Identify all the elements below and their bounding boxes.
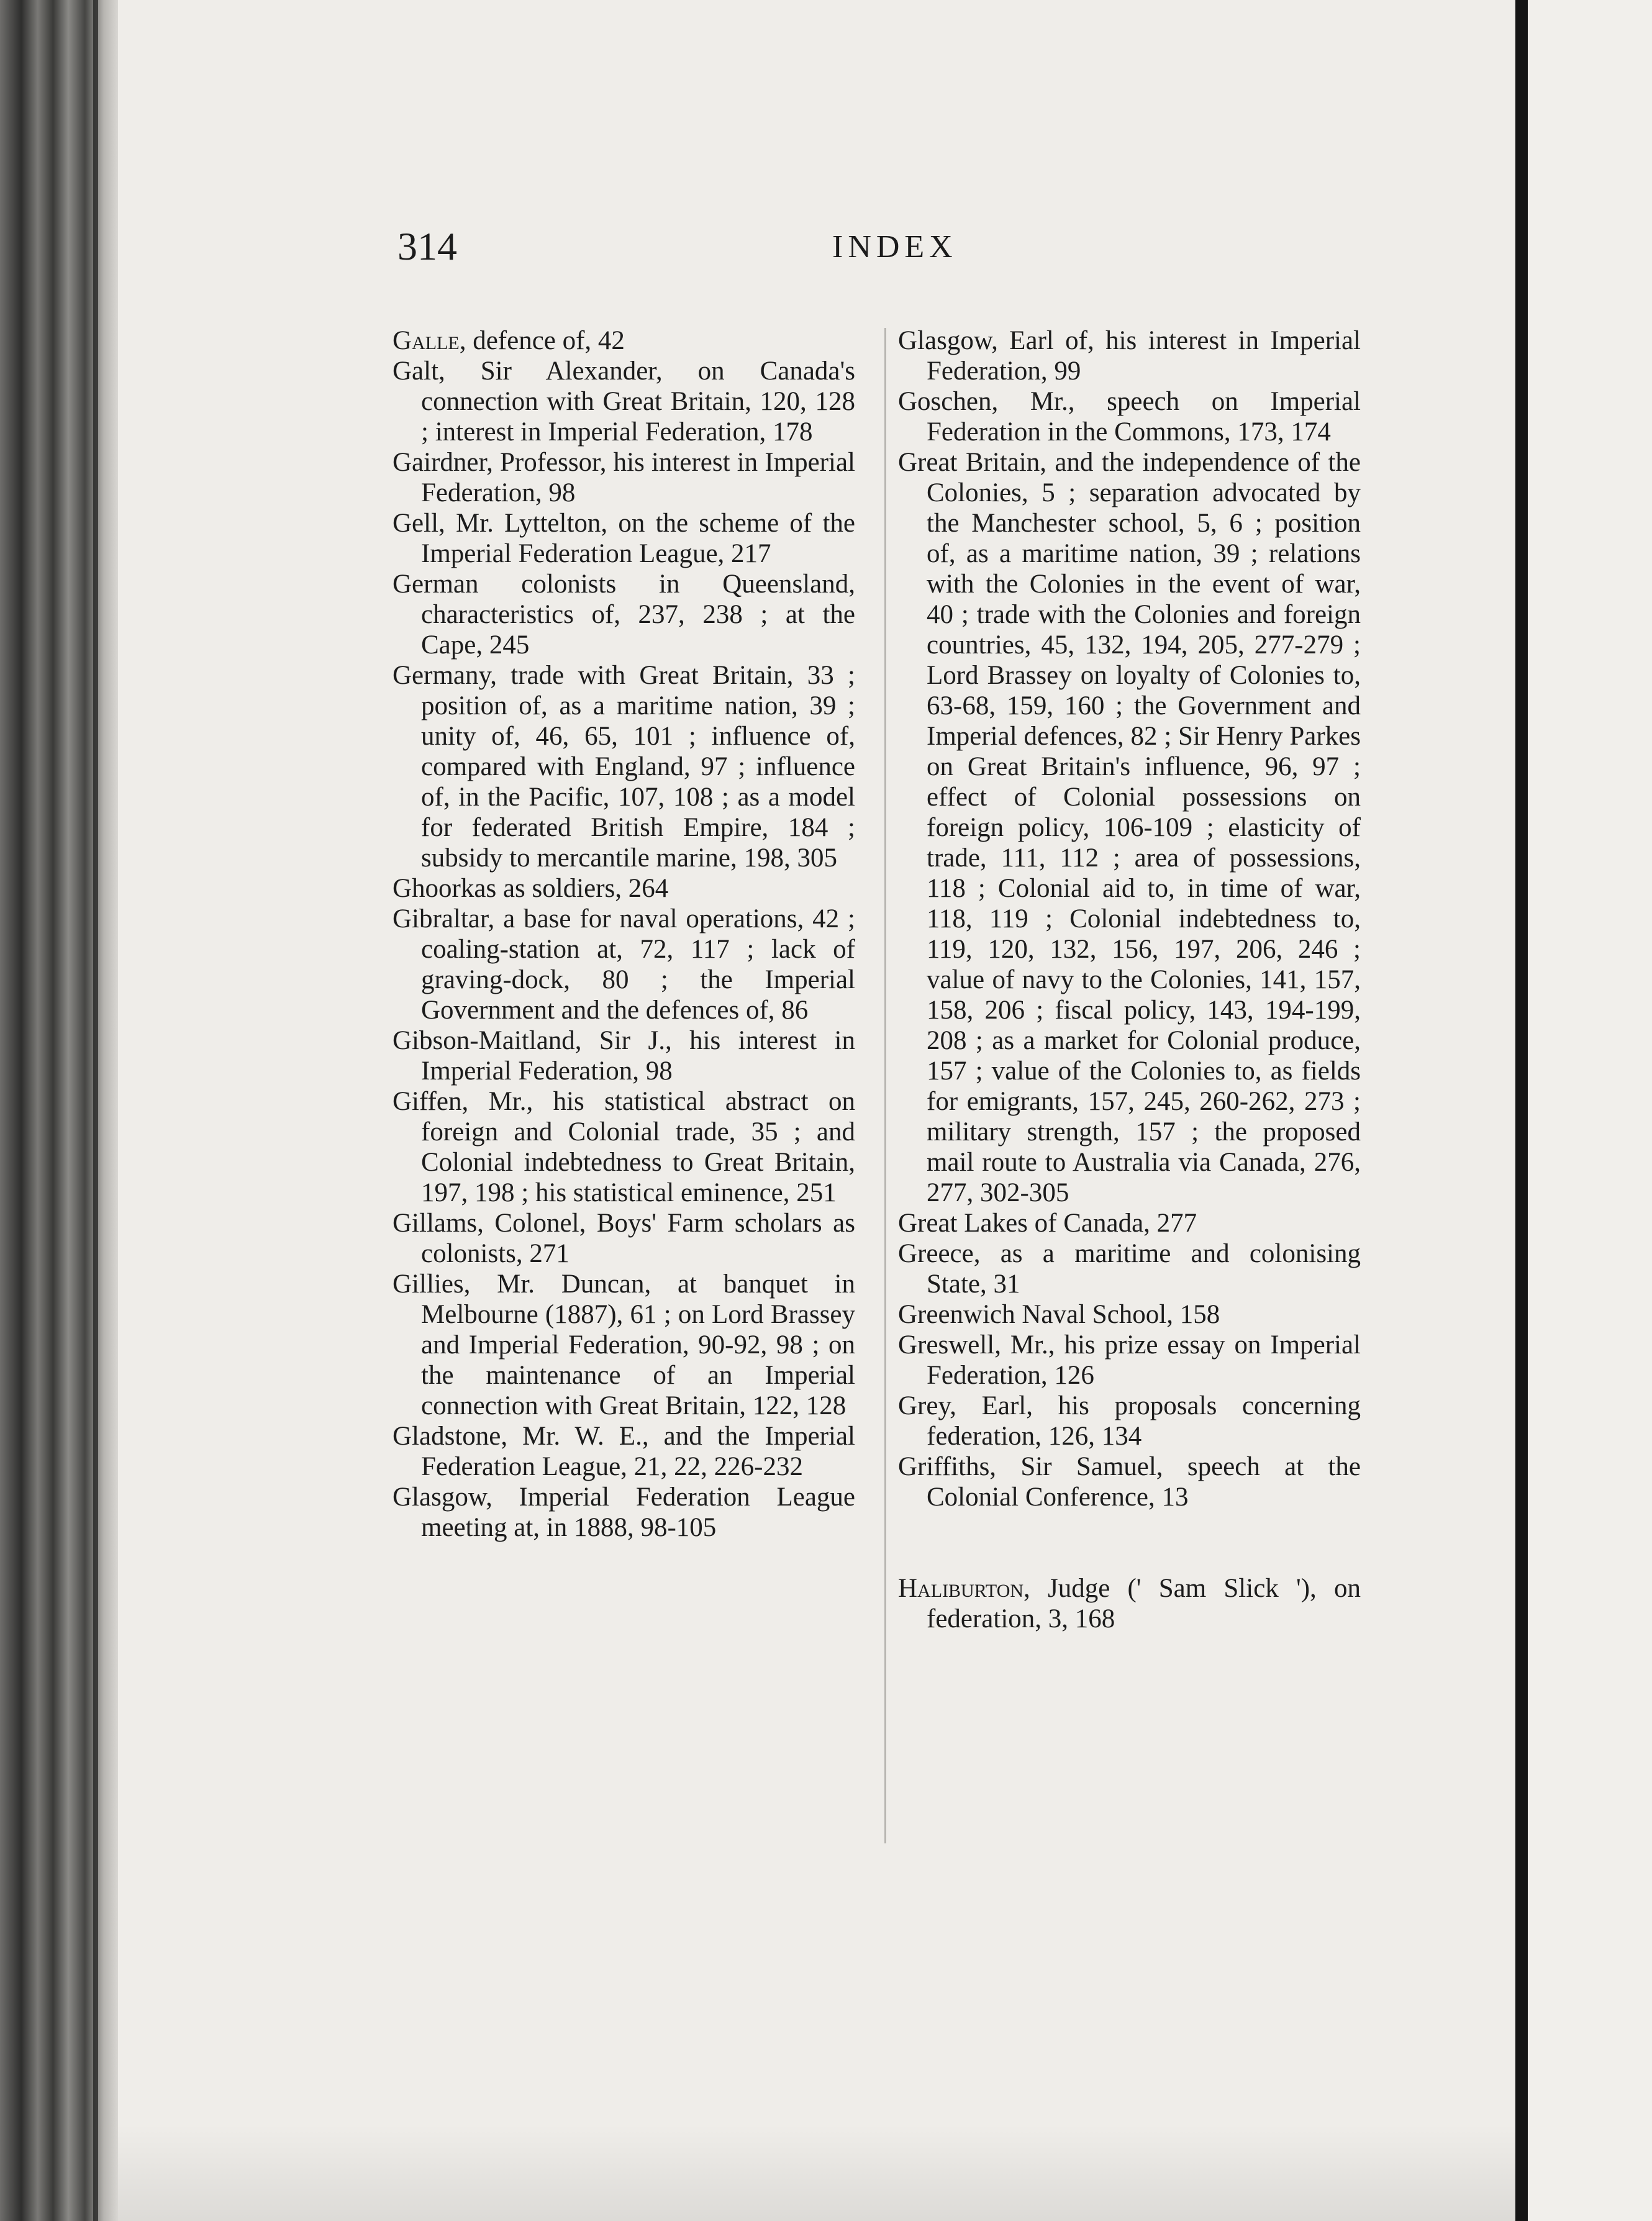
entry-text: Gladstone, Mr. W. E., and the Imperial Federation League, 21, 22, 226-232 bbox=[393, 1422, 855, 1481]
entry-text: , Judge (' Sam Slick '), on federation, 3, 168 bbox=[927, 1574, 1361, 1633]
entry-text: , defence of, 42 bbox=[459, 326, 625, 355]
entry-text: Gibson-Maitland, Sir J., his interest in Imperial Federation, 98 bbox=[393, 1026, 855, 1086]
index-entry bbox=[393, 1482, 855, 1543]
adjacent-page-edge bbox=[1528, 0, 1652, 2221]
entry-text: Greenwich Naval School, 158 bbox=[898, 1300, 1220, 1329]
index-entry bbox=[898, 1208, 1361, 1238]
entry-text: Gillies, Mr. Duncan, at banquet in Melbourne (1887), 61 ; on Lord Brassey and Imperial Federation, 90-92, 98 ; on the maintenance of an Imperial connection with Great Britain, 122, 128 bbox=[393, 1269, 855, 1420]
index-entry bbox=[898, 325, 1361, 386]
entry-text: Glasgow, Imperial Federation League meeting at, in 1888, 98-105 bbox=[393, 1483, 855, 1542]
index-entry bbox=[393, 1269, 855, 1421]
entry-text: German colonists in Queensland, characteristics of, 237, 238 ; at the Cape, 245 bbox=[393, 570, 855, 660]
index-entry bbox=[393, 660, 855, 873]
entry-text: Great Britain, and the independence of the Colonies, 5 ; separation advocated by the Manchester school, 5, 6 ; position of, as a maritime nation, 39 ; relations with the Colonies in the event of war, 40 ; trade with the Colonies and foreign countries, 45, 132, 194, 205, 277-279 ; Lord Brassey on loyalty of Colonies to, 63-68, 159, 160 ; the Government and Imperial defences, 82 ; Sir Henry Parkes on Great Britain's influence, 96, 97 ; effect of Colonial possessions on foreign policy, 106-109 ; elasticity of trade, 111, 112 ; area of possessions, 118 ; Colonial aid to, in time of war, 118, 119 ; Colonial indebtedness to, 119, 120, 132, 156, 197, 206, 246 ; value of navy to the Colonies, 141, 157, 158, 206 ; fiscal policy, 143, 194-199, 208 ; as a market for Colonial produce, 157 ; value of the Colonies to, as fields for emigrants, 157, 245, 260-262, 273 ; military strength, 157 ; the proposed mail route to Australia via Canada, 276, 277, 302-305 bbox=[898, 448, 1361, 1207]
index-entry bbox=[393, 325, 855, 356]
index-entry bbox=[898, 1573, 1361, 1634]
index-entry bbox=[393, 1025, 855, 1086]
index-entry bbox=[393, 1208, 855, 1269]
index-entry bbox=[898, 447, 1361, 1208]
index-entry bbox=[393, 904, 855, 1025]
entry-text: Goschen, Mr., speech on Imperial Federation in the Commons, 173, 174 bbox=[898, 387, 1361, 447]
column-divider bbox=[884, 328, 886, 1843]
book-binding bbox=[0, 0, 118, 2221]
entry-text: Great Lakes of Canada, 277 bbox=[898, 1209, 1197, 1238]
page-gutter-shadow bbox=[1515, 0, 1528, 2221]
entry-lead: Galle bbox=[393, 326, 460, 355]
entry-text: Greswell, Mr., his prize essay on Imperial Federation, 126 bbox=[898, 1330, 1361, 1390]
entry-text: Gairdner, Professor, his interest in Imperial Federation, 98 bbox=[393, 448, 855, 507]
entry-lead: Haliburton bbox=[898, 1574, 1024, 1603]
entry-text: Gell, Mr. Lyttelton, on the scheme of the Imperial Federation League, 217 bbox=[393, 509, 855, 568]
page-number: 314 bbox=[397, 224, 457, 268]
section-gap bbox=[898, 1512, 1361, 1573]
entry-text: Grey, Earl, his proposals concerning federation, 126, 134 bbox=[898, 1391, 1361, 1451]
entry-text: Galt, Sir Alexander, on Canada's connection with Great Britain, 120, 128 ; interest in Imperial Federation, 178 bbox=[393, 357, 855, 447]
index-entry bbox=[393, 873, 855, 904]
index-entry bbox=[898, 1391, 1361, 1451]
index-entry bbox=[898, 386, 1361, 447]
index-column-right bbox=[898, 325, 1361, 1634]
page-bottom-shadow bbox=[118, 2124, 1515, 2221]
entry-text: Greece, as a maritime and colonising State, 31 bbox=[898, 1239, 1361, 1299]
index-column-left bbox=[393, 325, 855, 1543]
index-entry bbox=[393, 1421, 855, 1482]
entry-text: Griffiths, Sir Samuel, speech at the Colonial Conference, 13 bbox=[898, 1452, 1361, 1512]
index-entry bbox=[393, 569, 855, 660]
index-entry bbox=[393, 508, 855, 569]
entry-text: Glasgow, Earl of, his interest in Imperial Federation, 99 bbox=[898, 326, 1361, 386]
entry-text: Gillams, Colonel, Boys' Farm scholars as colonists, 271 bbox=[393, 1209, 855, 1268]
running-head: INDEX bbox=[832, 229, 958, 265]
entry-text: Giffen, Mr., his statistical abstract on foreign and Colonial trade, 35 ; and Colonial indebtedness to Great Britain, 197, 198 ; his statistical eminence, 251 bbox=[393, 1087, 855, 1207]
entry-text: Germany, trade with Great Britain, 33 ; position of, as a maritime nation, 39 ; unity of, 46, 65, 101 ; influence of, compared with England, 97 ; influence of, in the Pacific, 107, 108 ; as a model for federated British Empire, 184 ; subsidy to mercantile marine, 198, 305 bbox=[393, 661, 855, 873]
binding-edge-line bbox=[93, 0, 98, 2221]
index-entry bbox=[898, 1299, 1361, 1330]
index-entry bbox=[898, 1238, 1361, 1299]
index-entry bbox=[393, 1086, 855, 1208]
index-entry bbox=[898, 1330, 1361, 1391]
entry-text: Gibraltar, a base for naval operations, 42 ; coaling-station at, 72, 117 ; lack of graving-dock, 80 ; the Imperial Government and the defences of, 86 bbox=[393, 904, 855, 1025]
index-entry bbox=[393, 356, 855, 447]
entry-text: Ghoorkas as soldiers, 264 bbox=[393, 874, 669, 903]
index-entry bbox=[898, 1451, 1361, 1512]
index-entry bbox=[393, 447, 855, 508]
